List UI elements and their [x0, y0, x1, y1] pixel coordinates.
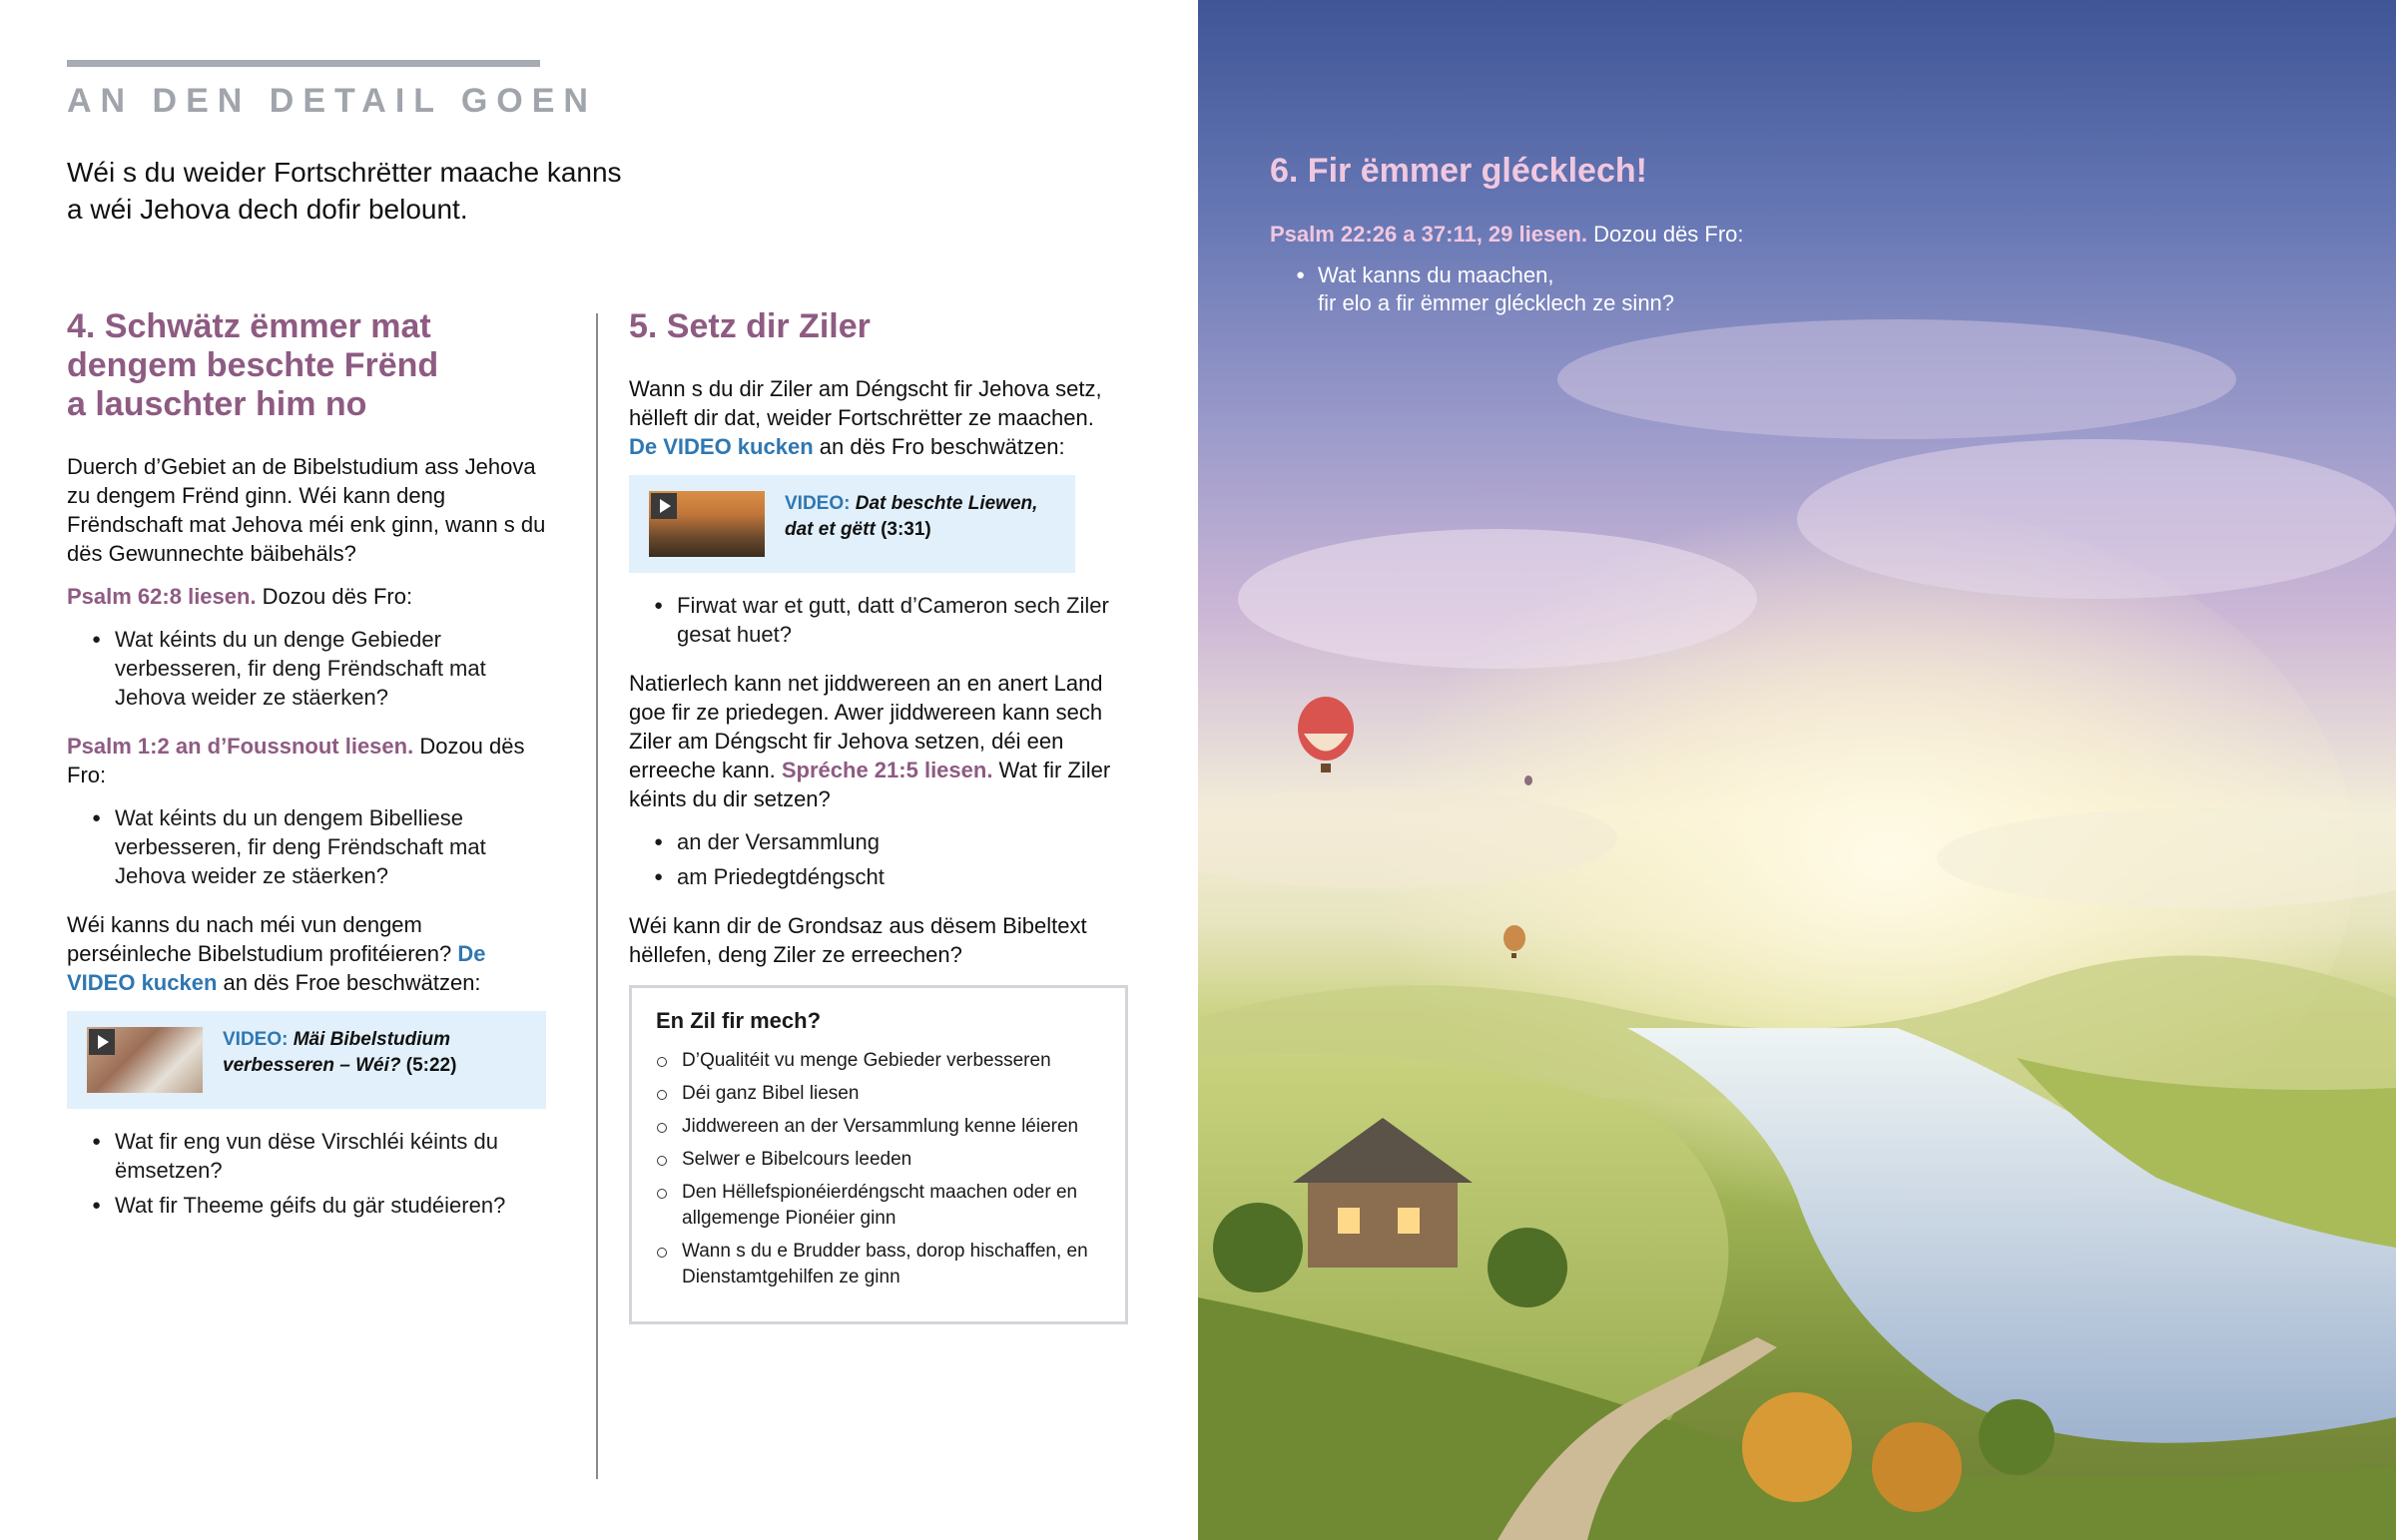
- section-5-paragraph-3: Wéi kann dir de Grondsaz aus dësem Bibeltext hëllefen, deng Ziler ze erreechen?: [629, 913, 1087, 967]
- section-4-paragraph-2: Wéi kanns du nach méi vun dengem perséinleche Bibelstudium profitéieren? De VIDEO kucken an dës Froe beschwätzen:: [67, 912, 486, 995]
- intro-line-2: a wéi Jehova dech dofir belount.: [67, 194, 468, 225]
- section-6-title: 6. Fir ëmmer glécklech!: [1270, 152, 1647, 190]
- page-kicker: AN DEN DETAIL GOEN: [67, 82, 597, 120]
- list-item: Selwer e Bibelcours leeden: [656, 1147, 1101, 1173]
- scripture-link[interactable]: Psalm 22:26 a 37:11, 29 liesen.: [1270, 222, 1588, 247]
- section-4-questions-2: [67, 803, 546, 890]
- list-item: ● Wat fir eng vun dëse Virschléi kéints du ëmsetzen?: [67, 1127, 546, 1185]
- play-icon[interactable]: [89, 1029, 115, 1055]
- list-item: ● Firwat war et gutt, datt d’Cameron sech Ziler gesat huet?: [629, 591, 1128, 649]
- list-item: Jiddwereen an der Versammlung kenne léieren: [656, 1114, 1101, 1140]
- intro-line-1: Wéi s du weider Fortschrëtter maache kanns: [67, 157, 622, 188]
- goal-list: [656, 1048, 1101, 1290]
- section-5-questions-1: [629, 591, 1128, 649]
- video-thumbnail[interactable]: [649, 491, 765, 557]
- list-item: ● Wat kéints du un dengem Bibelliese verbesseren, fir deng Frëndschaft mat Jehova weider ze stäerken?: [67, 803, 546, 890]
- video-card[interactable]: [629, 475, 1075, 573]
- video-caption: VIDEO: Dat beschte Liewen, dat et gëtt (3:31): [785, 493, 1038, 540]
- hot-air-balloon-icon: [1524, 775, 1532, 785]
- top-rule: [67, 60, 540, 67]
- scripture-link[interactable]: Psalm 1:2 an d’Foussnout liesen.: [67, 734, 414, 759]
- play-icon[interactable]: [651, 493, 677, 519]
- video-card[interactable]: [67, 1011, 546, 1109]
- video-link[interactable]: De VIDEO kucken: [629, 434, 814, 459]
- list-item: ● Wat kanns du maachen, fir elo a fir ëmmer glécklech ze sinn?: [1270, 261, 1789, 317]
- video-title: Dat beschte Liewen, dat et gëtt: [785, 493, 1038, 540]
- list-item: Den Hëllefspionéierdéngscht maachen oder en allgemenge Pionéier ginn: [656, 1180, 1101, 1232]
- scripture-link[interactable]: Spréche 21:5 liesen.: [781, 758, 993, 782]
- section-4-questions-1: [67, 625, 546, 712]
- list-item: Déi ganz Bibel liesen: [656, 1081, 1101, 1107]
- video-duration: (3:31): [881, 519, 931, 540]
- video-caption: VIDEO: Mäi Bibelstudium verbesseren – Wéi? (5:22): [223, 1029, 457, 1076]
- section-4-reference-2: Psalm 1:2 an d’Foussnout liesen. Dozou dës Fro:: [67, 734, 525, 787]
- intro-text: [67, 154, 686, 228]
- section-5: [629, 307, 1128, 1324]
- cloud: [1557, 319, 2236, 439]
- cloud: [1797, 439, 2396, 599]
- section-6-questions: [1270, 261, 1789, 317]
- video-title: Mäi Bibelstudium verbesseren – Wéi?: [223, 1029, 451, 1076]
- goal-box-title: En Zil fir mech?: [656, 1008, 822, 1033]
- column-divider: [596, 313, 598, 1479]
- goal-box: [629, 985, 1128, 1324]
- list-item: D’Qualitéit vu menge Gebieder verbesseren: [656, 1048, 1101, 1074]
- right-page: [1198, 0, 2396, 1540]
- list-item: ● an der Versammlung: [629, 827, 1128, 856]
- cloud: [1238, 529, 1757, 669]
- list-item: ● Wat fir Theeme géifs du gär studéieren?: [67, 1191, 546, 1220]
- section-4: [67, 307, 546, 1240]
- section-4-title: 4. Schwätz ëmmer mat dengem beschte Frënd a lauschter him no: [67, 307, 439, 423]
- list-item: ● Wat kéints du un denge Gebieder verbesseren, fir deng Frëndschaft mat Jehova weider ze stäerken?: [67, 625, 546, 712]
- section-4-questions-3: [67, 1127, 546, 1220]
- scripture-link[interactable]: Psalm 62:8 liesen.: [67, 584, 257, 609]
- video-duration: (5:22): [405, 1055, 457, 1076]
- list-item: Wann s du e Brudder bass, dorop hischaffen, en Dienstamtgehilfen ze ginn: [656, 1239, 1101, 1290]
- section-5-paragraph-2: Natierlech kann net jiddwereen an en anert Land goe fir ze priedegen. Awer jiddwereen kann sech Ziler am Déngscht fir Jehova setzen, déi een erreeche kann. Spréche 21:5 liesen. Wat fir Ziler kéints du dir setzen?: [629, 671, 1111, 811]
- video-link[interactable]: De VIDEO kucken: [67, 941, 486, 995]
- section-5-paragraph-1: Wann s du dir Ziler am Déngscht fir Jehova setz, hëlleft dir dat, weider Fortschrëtter ze maachen. De VIDEO kucken an dës Fro beschwätzen:: [629, 376, 1102, 459]
- section-4-paragraph-1: Duerch d’Gebiet an de Bibelstudium ass Jehova zu dengem Frënd ginn. Wéi kann deng Frëndschaft mat Jehova méi enk ginn, wann s du dës Gewunnechte bäibehäls?: [67, 454, 546, 566]
- video-thumbnail[interactable]: [87, 1027, 203, 1093]
- section-5-options: [629, 827, 1128, 891]
- section-5-title: 5. Setz dir Ziler: [629, 307, 871, 345]
- list-item: ● am Priedegtdéngscht: [629, 862, 1128, 891]
- section-6-reference: Psalm 22:26 a 37:11, 29 liesen. Dozou dës Fro:: [1270, 222, 1744, 247]
- section-4-reference-1: Psalm 62:8 liesen. Dozou dës Fro:: [67, 584, 413, 609]
